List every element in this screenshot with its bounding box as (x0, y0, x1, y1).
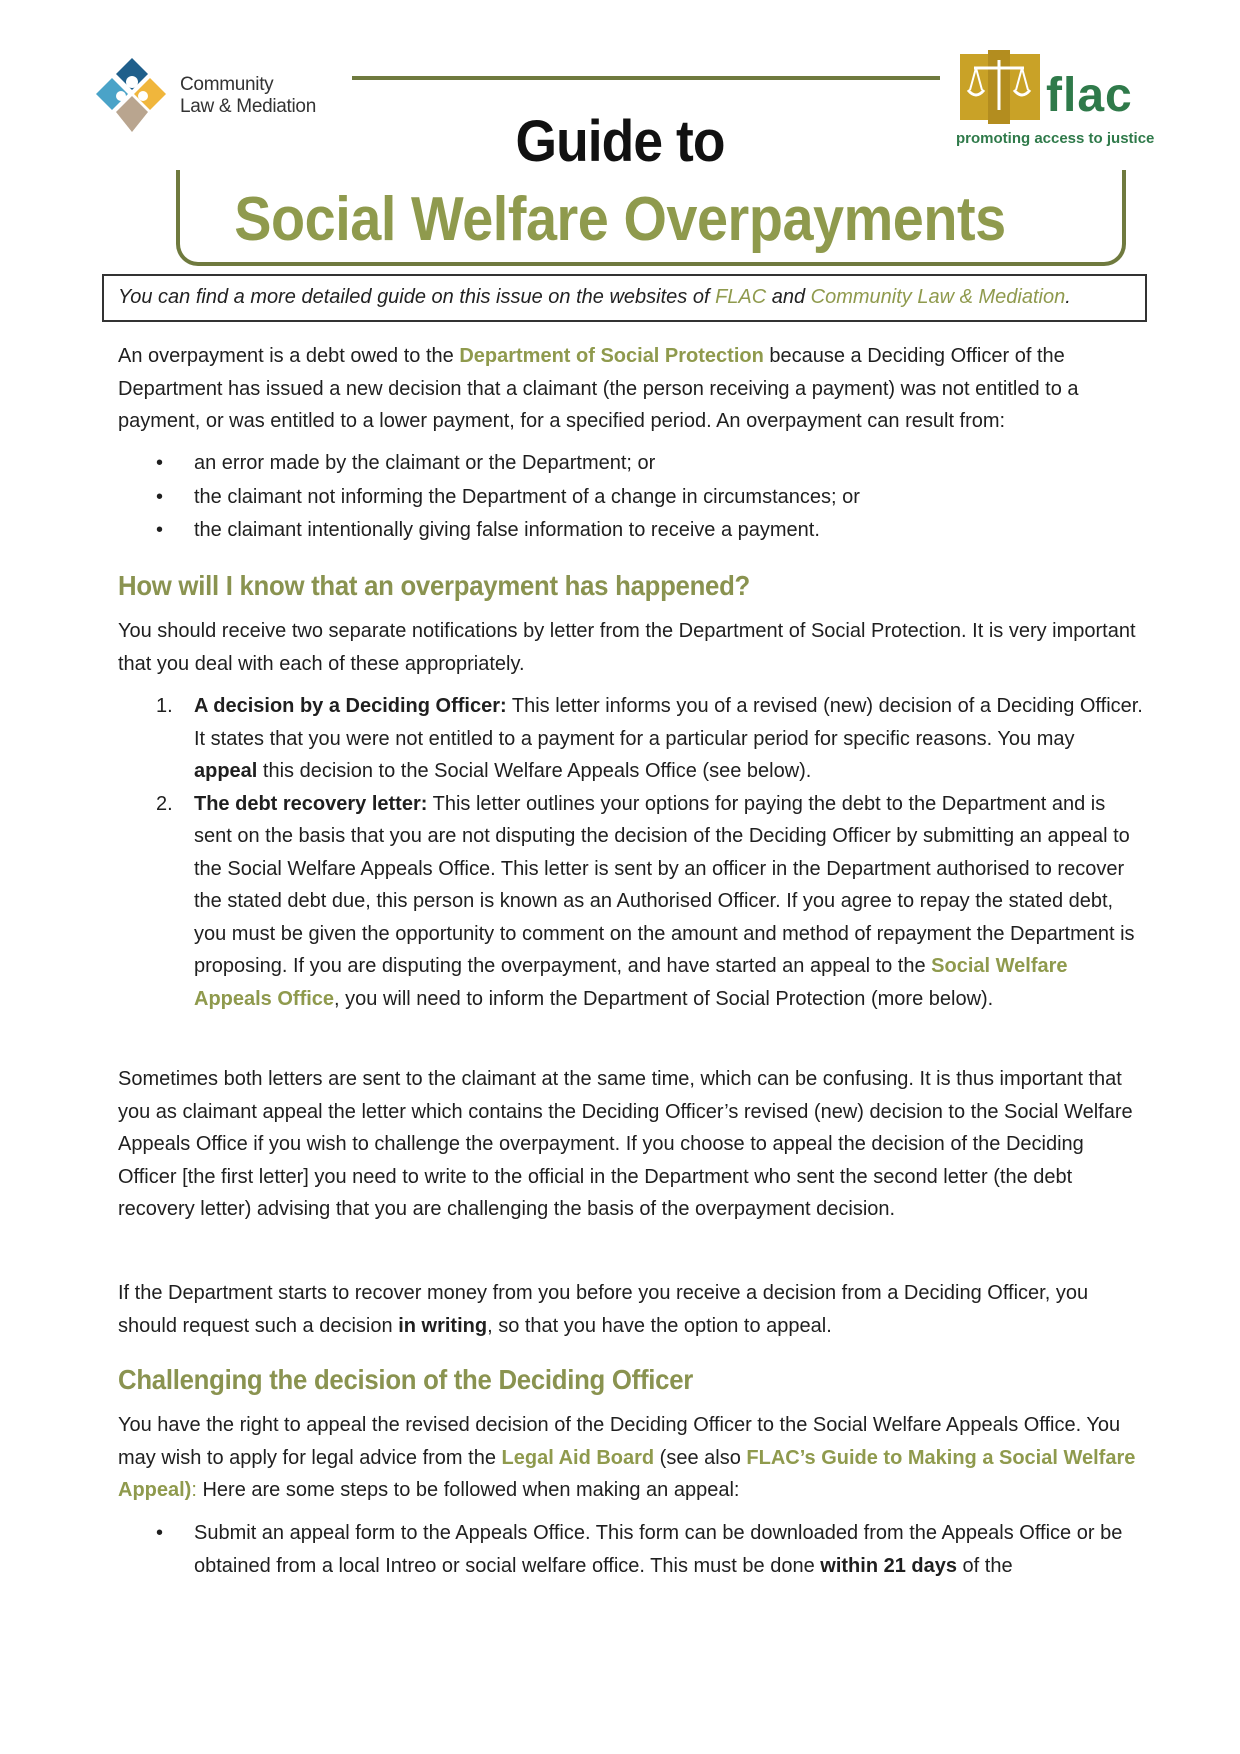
flac-wordmark: flac (1046, 69, 1133, 122)
note-suffix: . (1065, 286, 1071, 308)
section-heading-notification: How will I know that an overpayment has happened? (118, 570, 751, 601)
clm-logo-line1: Community (180, 74, 274, 95)
in-writing-emphasis: in writing (398, 1314, 488, 1337)
flac-tagline: promoting access to justice (956, 130, 1155, 147)
clm-logo-line2: Law & Mediation (180, 96, 316, 117)
title-guide-to: Guide to (515, 109, 725, 174)
step-text-b: of the (956, 1554, 1013, 1577)
overpayment-causes-list (118, 447, 1143, 548)
flac-appeal-guide-link[interactable]: FLAC’s Guide to Making a Social Welfare Appeal) (118, 1446, 1136, 1501)
appeal-steps-list (118, 1517, 1143, 1583)
intro-text-b: because a Deciding Officer of the Department has issued a new decision that a claimant (the person receiving a payment) was not entitled to a payment, or was entitled to a lower payment, for a specified period. An overpayment can result from: (118, 345, 1079, 432)
list-item (118, 1517, 1143, 1582)
list-item: • an error made by the claimant or the Department; or (118, 447, 1143, 480)
legal-aid-board-link[interactable]: Legal Aid Board (501, 1446, 655, 1469)
item-bold-word: appeal (194, 760, 258, 782)
item-text: This letter outlines your options for paying the debt to the Department and is sent on the basis that you are not disputing the decision of the Deciding Officer by submitting an appeal to the Social Welfare Appeals Office. This letter is sent by an officer in the Department authorised to recover the stated debt due, this person is known as an Authorised Officer. If you agree to repay the stated debt, you must be given the opportunity to comment on the amount and method of repayment the Department is proposing. If you are disputing the overpayment, and have started an appeal to the (194, 792, 1135, 977)
recovery-text-b: , so that you have the option to appeal. (487, 1314, 832, 1337)
page-title: Social Welfare Overpayments (234, 185, 1006, 254)
intro-paragraph (118, 340, 1143, 438)
dept-social-protection-link[interactable]: Department of Social Protection (459, 345, 764, 367)
deadline-emphasis: within 21 days (820, 1554, 957, 1577)
list-item: • the claimant intentionally giving false information to receive a payment. (118, 514, 1143, 547)
list-item (118, 690, 1143, 788)
item-number: 2. (156, 792, 173, 815)
list-item: • the claimant not informing the Department of a change in circumstances; or (118, 481, 1143, 514)
recovery-text-a: If the Department starts to recover money from you before you receive a decision from a Deciding Officer, you should request such a decision (118, 1282, 1089, 1337)
both-letters-paragraph: Sometimes both letters are sent to the claimant at the same time, which can be confusing. It is thus important that you as claimant appeal the letter which contains the Deciding Officer’s revised (new) decision to the Social Welfare Appeals Office if you wish to challenge the overpayment. If you choose to appeal the decision of the Deciding Officer [the first letter] you need to write to the official in the Department who sent the second letter (the debt recovery letter) advising that you are challenging the basis of the overpayment decision. (118, 1068, 1133, 1220)
challenging-paragraph (118, 1409, 1143, 1507)
note-middle: and (766, 286, 811, 308)
notification-paragraph: You should receive two separate notifications by letter from the Department of Social Protection. It is very important that you deal with each of these appropriately. (118, 620, 1136, 675)
challenging-text-c: Here are some steps to be followed when making an appeal: (196, 1479, 740, 1501)
item-text: This letter informs you of a revised (new) decision of a Deciding Officer. It states that you were not entitled to a payment for a particular period for specific reasons. You may (194, 695, 1143, 750)
recovery-paragraph (118, 1277, 1143, 1342)
item-text: this decision to the Social Welfare Appeals Office (see below). (257, 760, 812, 782)
item-text: , you will need to inform the Department of Social Protection (more below). (334, 987, 994, 1010)
item-bold-label: A decision by a Deciding Officer: (194, 695, 507, 717)
challenging-text-b: (see also (654, 1446, 747, 1469)
flac-website-link[interactable]: FLAC (715, 286, 767, 308)
intro-text-a: An overpayment is a debt owed to the (118, 345, 460, 367)
letters-list (118, 690, 1143, 1015)
header-rule (352, 76, 940, 80)
note-text (118, 286, 1071, 309)
item-number: 1. (156, 695, 173, 717)
challenging-text-a: You have the right to appeal the revised decision of the Deciding Officer to the Social Welfare Appeals Office. You may wish to apply for legal advice from the (118, 1414, 1121, 1469)
step-text-a: Submit an appeal form to the Appeals Office. This form can be downloaded from the Appeals Office or be obtained from a local Intreo or social welfare office. This must be done (194, 1522, 1123, 1577)
colon-mark: : (191, 1479, 197, 1501)
clm-website-link[interactable]: Community Law & Mediation (810, 286, 1066, 308)
appeals-office-link[interactable]: Social Welfare Appeals Office (194, 955, 1068, 1010)
note-prefix: You can find a more detailed guide on this issue on the websites of (118, 286, 716, 308)
item-bold-label: The debt recovery letter: (194, 792, 428, 815)
section-heading-challenging: Challenging the decision of the Deciding Officer (118, 1364, 693, 1395)
list-item (118, 788, 1143, 1016)
